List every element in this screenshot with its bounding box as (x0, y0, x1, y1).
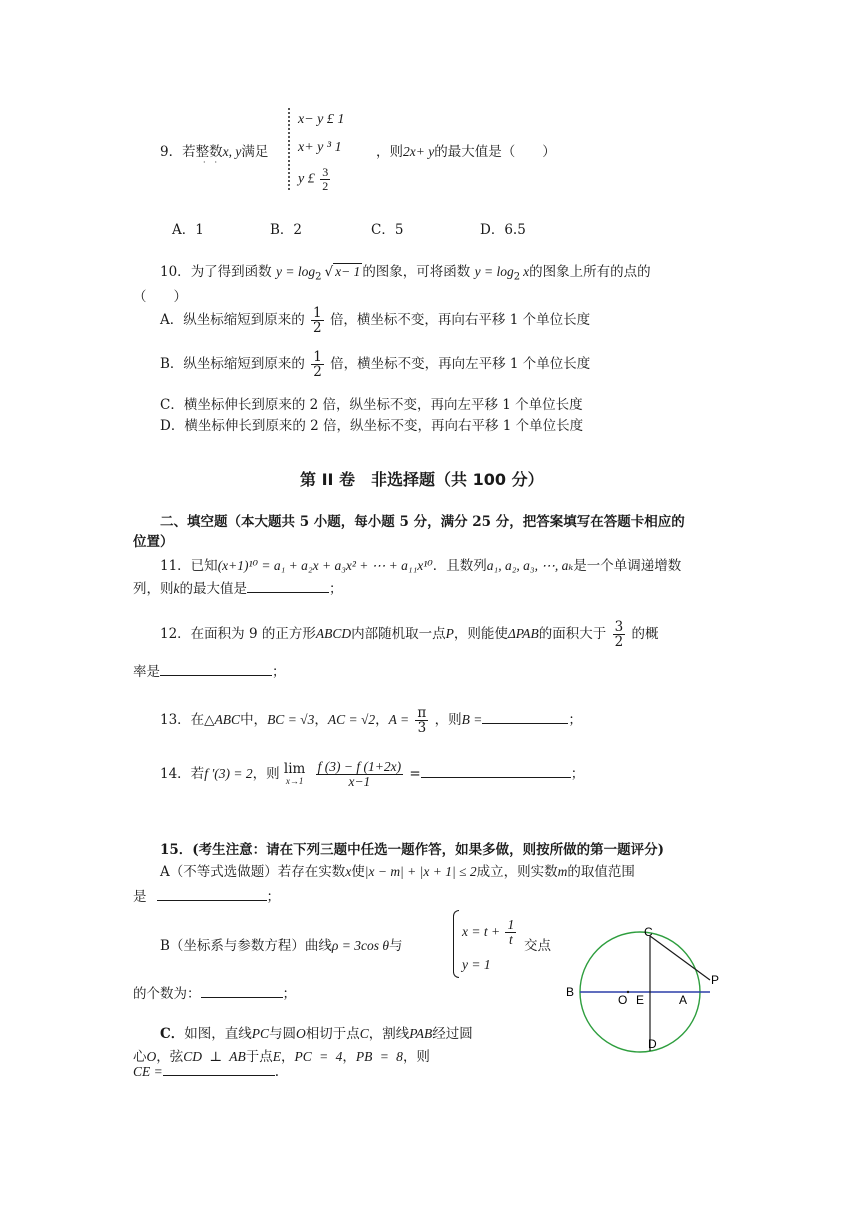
q11-text: 的最大值是 (179, 581, 247, 597)
q9-text: 若整数 (182, 144, 223, 160)
q10-radicand: x− 1 (335, 264, 361, 279)
lim-sub: x→1 (285, 775, 304, 786)
q13-text: 13．在△ (160, 712, 215, 729)
q9-vars: x, y (222, 144, 242, 159)
q15b-text: 与 (389, 938, 403, 954)
q15c-var: O (146, 1049, 157, 1064)
frac-num: 3 (614, 619, 624, 635)
q15c-var: C (359, 1026, 369, 1041)
frac-num: 1 (507, 917, 515, 932)
q9-sys-line-2 (298, 140, 342, 156)
section-header-line2: 位置） (133, 534, 174, 550)
q15a-end: ； (266, 889, 280, 905)
answer-blank[interactable] (201, 985, 283, 998)
q10-stem (160, 260, 651, 283)
answer-blank[interactable] (247, 580, 329, 593)
q15b-sys-text: x = t + (462, 923, 501, 939)
q13-text: ， (375, 712, 389, 729)
q15c-var: O (296, 1026, 306, 1041)
q9-sys-text: x+ y ³ 1 (298, 140, 342, 155)
q15b-end: ； (282, 986, 296, 1002)
q9-option-b[interactable]: B．2 (270, 222, 303, 238)
answer-blank[interactable] (163, 1063, 275, 1076)
fraction-pi (415, 706, 428, 735)
q15c-line2 (133, 1045, 430, 1065)
system-brace (288, 108, 296, 190)
frac-den: 3 (417, 720, 427, 737)
option-text: 倍，横坐标不变，再向右平移 1 个单位长度 (329, 312, 591, 329)
point-b-label: B (566, 985, 575, 999)
frac-den: 2 (614, 634, 624, 651)
frac-num: 1 (313, 305, 322, 321)
q10-number: 10． (160, 264, 191, 280)
point-e-label: E (636, 993, 645, 1007)
frac-num: π (417, 705, 427, 721)
q9-option-c[interactable]: C．5 (371, 222, 404, 238)
fraction (505, 918, 516, 947)
q13-ac: AC = √2 (327, 712, 376, 728)
q15c-var: E (272, 1049, 281, 1064)
option-text: A．纵坐标缩短到原来的 (160, 312, 305, 329)
q10-text: 的图象上所有的点的 (529, 264, 651, 280)
q12-line2 (133, 660, 286, 680)
q12-text: 的面积大于 (538, 626, 607, 643)
q10-answer-paren: （ ） (133, 289, 187, 305)
q15a-expr: |x − m| + |x + 1| ≤ 2 (364, 864, 477, 879)
q10-sub: 2 (315, 271, 322, 283)
q10-option-b[interactable] (160, 350, 590, 379)
q15c-text: 相切于点 (305, 1026, 360, 1042)
q12-text: 的概 (631, 626, 659, 643)
q15b-rho: ρ = 3cos θ (331, 938, 390, 953)
q10-arg: x (523, 264, 530, 279)
q12-text: 率是 (133, 664, 160, 680)
q12-text: 12．在面积为 9 的正方形 (160, 626, 316, 643)
q10-option-a[interactable] (160, 306, 590, 335)
q15c-text: 经过圆 (432, 1026, 473, 1042)
emphasis-dots: ·· (203, 158, 227, 167)
circle-tangent-figure (560, 924, 730, 1060)
q14-text: 14．若 (160, 766, 205, 783)
q9-text: 满足 (241, 144, 269, 160)
q12-var: ABCD (315, 626, 352, 642)
q13-text: 中， (240, 712, 268, 729)
point-a-label: A (679, 993, 688, 1007)
q15c-text: ，弦 (156, 1049, 184, 1065)
frac-den: 2 (313, 364, 322, 381)
q12-text: 内部随机取一点 (351, 626, 446, 643)
q9-option-d[interactable]: D．6.5 (480, 222, 526, 238)
q11-formula: (x+1)¹⁰ = a₁ + a₂x + a₃x² + ⋯ + a₁₁x¹⁰ (217, 558, 433, 573)
q14-eq: = (409, 766, 421, 783)
q15b-sys-line-1 (462, 918, 518, 947)
q15c-line3 (133, 1063, 279, 1080)
fraction (613, 620, 626, 649)
q14-fp: f ′(3) = 2 (204, 766, 253, 782)
point-o-label: O (618, 993, 628, 1007)
q15a-line1 (160, 860, 635, 880)
q15c-text: ，则 (402, 1049, 430, 1065)
q9-text: ，则 (376, 144, 403, 160)
q15c-text: ， (342, 1049, 356, 1065)
q15c-var: PB = 8 (355, 1049, 403, 1064)
q9-text: 的最大值是（ ） (434, 144, 556, 160)
q14-end: ； (570, 766, 585, 783)
q13-bc: BC = √3 (267, 712, 315, 728)
q15a-text: A（不等式选做题）若存在实数 (160, 864, 346, 880)
q9-expr: 2x+ y (403, 144, 435, 159)
q15c-text: 心 (133, 1049, 147, 1065)
q15c-text: 于点 (245, 1049, 273, 1065)
q15b-line2 (133, 982, 296, 1002)
q15c-line1 (160, 1022, 473, 1042)
q11-k: k (173, 581, 180, 596)
sqrt-sign: √ (324, 264, 334, 280)
frac-den: t (508, 932, 513, 948)
q10-sub: 2 (513, 271, 521, 283)
q13-end: ； (568, 712, 582, 729)
q9-stem (160, 140, 268, 160)
q11-line2 (133, 577, 343, 597)
q15a-var: m (557, 864, 568, 879)
q9-sys-text: y £ (298, 171, 315, 187)
q10-func: y = log (275, 264, 316, 279)
frac-den: 2 (322, 178, 329, 193)
q12-text: ，则能使 (453, 626, 508, 643)
q9-sys-line-3 (298, 166, 332, 192)
answer-blank[interactable] (482, 711, 568, 724)
q15a-text: 是 (133, 889, 147, 905)
q11-text: 11．已知 (160, 558, 218, 574)
q15c-text: 如图，直线 (184, 1026, 252, 1042)
q15-header: 15．(考生注意：请在下列三题中任选一题作答，如果多做，则按所做的第一题评分) (160, 842, 665, 858)
q15c-var: PAB (409, 1026, 433, 1041)
q9-option-a[interactable]: A．1 (172, 222, 204, 238)
q15b-brace (453, 910, 459, 978)
q9-stem-tail (376, 140, 556, 160)
q15a-text: 使 (351, 864, 365, 880)
q15b-text: 的个数为： (133, 986, 201, 1002)
lim-text: lim (283, 761, 306, 778)
answer-blank[interactable] (421, 765, 571, 778)
q15a-text: 的取值范围 (567, 864, 635, 880)
fraction-half (311, 306, 324, 335)
frac-den: 2 (313, 320, 322, 337)
option-text: B．纵坐标缩短到原来的 (160, 356, 305, 373)
q15c-var: CD ⊥ AB (183, 1049, 246, 1064)
q11-text: ．且数列 (432, 558, 487, 574)
q11-end: ； (329, 581, 343, 597)
q13-b: B = (461, 712, 483, 728)
point-d-label: D (648, 1037, 657, 1051)
q12-line1 (160, 620, 658, 649)
q15c-label: C． (160, 1026, 185, 1042)
q9-number: 9． (160, 144, 183, 160)
frac-num: 3 (322, 165, 329, 179)
lim-operator (284, 763, 305, 786)
q15c-text: ， (280, 1049, 295, 1065)
tangent-pc (650, 936, 710, 980)
q12-var: ΔPAB (507, 626, 539, 642)
answer-blank[interactable] (160, 663, 272, 676)
question-14 (160, 760, 584, 789)
q12-var: P (445, 626, 454, 642)
frac-num: f (3) − f (1+2x) (317, 759, 402, 774)
fraction-half (311, 350, 324, 379)
q9-sys-line-1 (298, 112, 344, 128)
q15c-text: ，割线 (368, 1026, 410, 1042)
q9-sys-text: x− y £ 1 (298, 112, 345, 127)
q10-option-c[interactable]: C．横坐标伸长到原来的 2 倍，纵坐标不变，再向左平移 1 个单位长度 (160, 397, 583, 413)
q15a-text: 成立，则实数 (476, 864, 558, 880)
q15a-var: x (345, 864, 352, 879)
q11-text: 是一个单调递增数 (573, 558, 682, 574)
frac-num: 1 (313, 349, 322, 365)
q15a-line2 (133, 885, 280, 905)
q15c-end: . (274, 1064, 280, 1080)
q10-text: 为了得到函数 (190, 264, 272, 280)
question-13 (160, 706, 582, 735)
answer-blank[interactable] (157, 888, 267, 901)
q11-text: 列，则 (133, 581, 174, 597)
q15c-var: CE = (133, 1064, 163, 1079)
point-p-label: P (711, 973, 720, 987)
q10-option-d[interactable]: D．横坐标伸长到原来的 2 倍，纵坐标不变，再向右平移 1 个单位长度 (160, 418, 584, 434)
q15b-text: B（坐标系与参数方程）曲线 (160, 938, 332, 954)
point-c-label: C (644, 925, 653, 939)
q11-line1 (160, 554, 681, 574)
center-dot (627, 991, 629, 993)
fraction (320, 166, 330, 192)
frac-den: x−1 (348, 774, 371, 790)
q15c-var: PC = 4 (294, 1049, 343, 1064)
q14-fraction (316, 760, 403, 789)
q14-text: ，则 (252, 766, 280, 783)
q12-end: ； (272, 664, 286, 680)
q13-angle: A = (388, 712, 410, 728)
q13-var: ABC (214, 712, 241, 728)
option-text: 倍，横坐标不变，再向左平移 1 个单位长度 (330, 356, 591, 373)
q13-text: ， (314, 712, 328, 729)
q10-func: y = log (474, 264, 514, 279)
q10-text: 的图象，可将函数 (362, 264, 471, 280)
section-header-line1: 二、填空题（本大题共 5 小题，每小题 5 分，满分 25 分，把答案填写在答题卡相应的 (160, 514, 685, 530)
q11-seq: a₁, a₂, a₃, ⋯, aₖ (486, 558, 574, 573)
section-title: 第 II 卷 非选择题（共 100 分） (300, 470, 544, 489)
q15b-line1 (160, 934, 403, 954)
q15b-tail: 交点 (524, 938, 551, 954)
q15b-sys-line-2: y = 1 (462, 957, 491, 972)
q13-text: ，则 (434, 712, 462, 729)
q15c-var: PC (251, 1026, 270, 1041)
q15c-text: 与圆 (269, 1026, 297, 1042)
